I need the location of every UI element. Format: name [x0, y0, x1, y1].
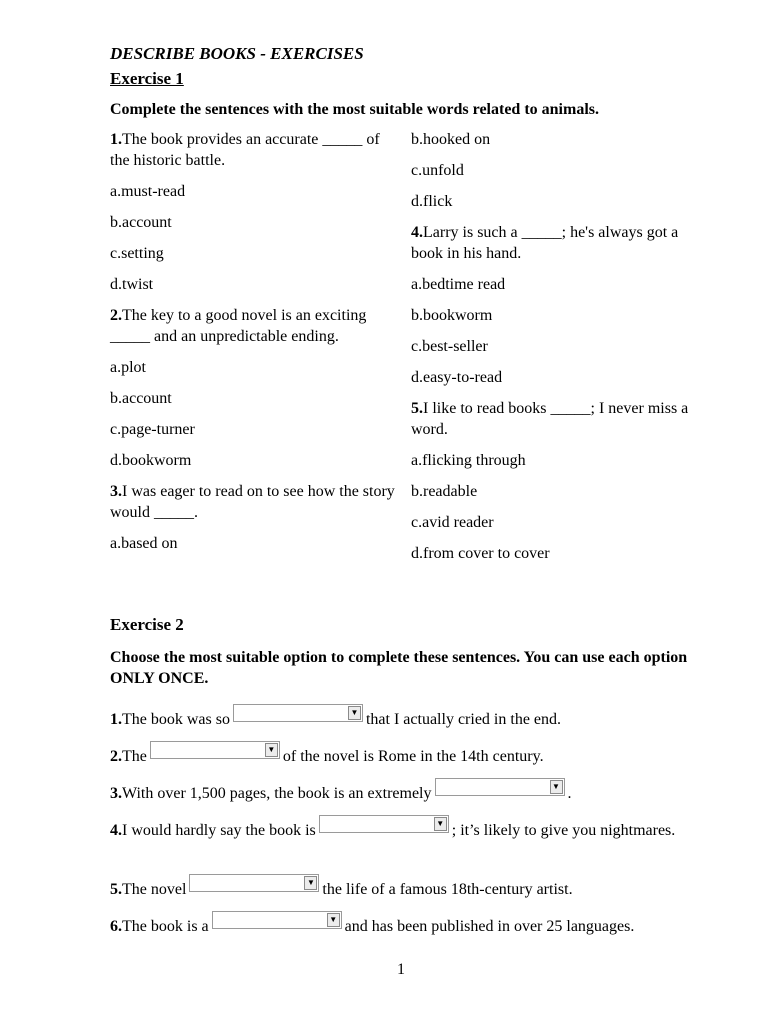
question-4	[411, 222, 701, 264]
answer-dropdown-1[interactable]	[233, 704, 363, 722]
option: c.setting	[110, 245, 164, 262]
option: d.bookworm	[110, 452, 192, 469]
question-1	[110, 129, 400, 171]
question-number: 1.	[110, 131, 122, 148]
question-3	[110, 481, 400, 523]
sentence-number: 6.	[110, 918, 122, 935]
sentence-number: 4.	[110, 822, 122, 839]
exercise-2-sentence-2	[110, 741, 710, 767]
sentence-before: The book was so	[122, 711, 230, 728]
option: d.twist	[110, 276, 154, 293]
option: b.readable	[411, 483, 478, 500]
sentence-number: 3.	[110, 785, 122, 802]
sentence-after: ; it’s likely to give you nightmares.	[451, 822, 676, 839]
question-2	[110, 305, 400, 347]
sentence-number: 5.	[110, 881, 122, 898]
option: b.hooked on	[411, 131, 491, 148]
question-text: The key to a good novel is an exciting _____ and an unpredictable ending.	[110, 307, 367, 345]
page-title: DESCRIBE BOOKS - EXERCISES	[110, 44, 364, 63]
option: a.bedtime read	[411, 276, 506, 293]
option: c.best-seller	[411, 338, 488, 355]
page-number: 1	[397, 961, 405, 978]
sentence-number: 2.	[110, 748, 122, 765]
option: a.must-read	[110, 183, 186, 200]
exercise-2-instruction: Choose the most suitable option to complete these sentences. You can use each option ONLY ONCE.	[110, 649, 688, 687]
option: c.page-turner	[110, 421, 195, 438]
chevron-down-icon[interactable]: ▼	[265, 743, 278, 757]
chevron-down-icon[interactable]: ▼	[434, 817, 447, 831]
question-number: 5.	[411, 400, 423, 417]
sentence-before: With over 1,500 pages, the book is an extremely	[122, 785, 432, 802]
option: b.account	[110, 390, 172, 407]
question-number: 3.	[110, 483, 122, 500]
sentence-after: of the novel is Rome in the 14th century.	[282, 748, 544, 765]
option: a.flicking through	[411, 452, 526, 469]
answer-dropdown-2[interactable]	[150, 741, 280, 759]
exercise-2-sentence-3	[110, 778, 710, 804]
chevron-down-icon[interactable]: ▼	[348, 706, 361, 720]
option: a.plot	[110, 359, 146, 376]
sentence-before: The book is a	[122, 918, 209, 935]
option: d.easy-to-read	[411, 369, 503, 386]
sentence-before: The novel	[122, 881, 187, 898]
sentence-before: The	[122, 748, 147, 765]
sentence-after: that I actually cried in the end.	[365, 711, 562, 728]
option: d.flick	[411, 193, 453, 210]
option: c.avid reader	[411, 514, 494, 531]
answer-dropdown-3[interactable]	[435, 778, 565, 796]
sentence-number: 1.	[110, 711, 122, 728]
question-number: 2.	[110, 307, 122, 324]
question-text: I was eager to read on to see how the story would _____.	[110, 483, 395, 521]
question-text: The book provides an accurate _____ of the historic battle.	[110, 131, 380, 169]
option: a.based on	[110, 535, 178, 552]
question-text: I like to read books _____; I never miss a word.	[411, 400, 689, 438]
sentence-before: I would hardly say the book is	[122, 822, 316, 839]
option: c.unfold	[411, 162, 464, 179]
exercise-1-right-column	[411, 129, 701, 574]
chevron-down-icon[interactable]: ▼	[304, 876, 317, 890]
chevron-down-icon[interactable]: ▼	[327, 913, 340, 927]
question-5	[411, 398, 701, 440]
question-number: 4.	[411, 224, 423, 241]
sentence-after: the life of a famous 18th-century artist.	[322, 881, 573, 898]
answer-dropdown-5[interactable]	[189, 874, 319, 892]
exercise-1-heading: Exercise 1	[110, 69, 184, 88]
chevron-down-icon[interactable]: ▼	[550, 780, 563, 794]
exercise-2-sentence-4	[110, 815, 710, 841]
answer-dropdown-4[interactable]	[319, 815, 449, 833]
exercise-2-sentence-1	[110, 704, 710, 730]
question-text: Larry is such a _____; he's always got a book in his hand.	[411, 224, 679, 262]
sentence-after: .	[567, 785, 572, 802]
sentence-after: and has been published in over 25 languages.	[344, 918, 635, 935]
exercise-2-sentence-5	[110, 874, 710, 900]
exercise-2-heading: Exercise 2	[110, 615, 184, 634]
exercise-1-left-column	[110, 129, 400, 564]
answer-dropdown-6[interactable]	[212, 911, 342, 929]
exercise-1-instruction: Complete the sentences with the most suitable words related to animals.	[110, 101, 599, 118]
exercise-2-sentence-6	[110, 911, 710, 937]
option: b.account	[110, 214, 172, 231]
option: b.bookworm	[411, 307, 493, 324]
option: d.from cover to cover	[411, 545, 550, 562]
